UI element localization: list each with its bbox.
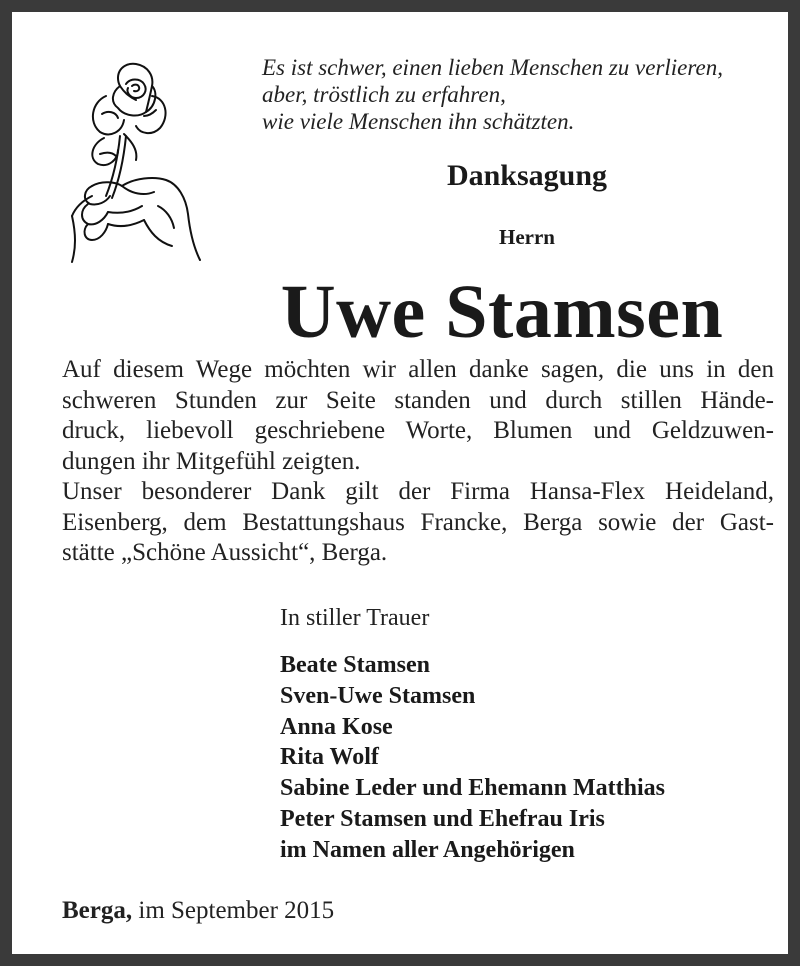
quote-line: wie viele Menschen ihn schätzten. bbox=[262, 109, 575, 134]
mourning-label: In stiller Trauer bbox=[280, 605, 430, 631]
page-title: Danksagung bbox=[446, 159, 608, 192]
mourner-name: im Namen aller Angehörigen bbox=[280, 836, 575, 863]
mourner-name: Anna Kose bbox=[280, 713, 393, 740]
salutation: Herrn bbox=[499, 225, 555, 249]
place: Berga, bbox=[62, 897, 133, 924]
paragraph-line: druck, liebevoll geschriebene Worte, Blumen und Geldzuwen- bbox=[62, 417, 774, 444]
paragraph-line: schweren Stunden zur Seite standen und durch stillen Hände- bbox=[62, 386, 774, 414]
memorial-quote bbox=[262, 54, 782, 135]
date: im September 2015 bbox=[138, 897, 335, 924]
paragraph-line: Unser besonderer Dank gilt der Firma Hansa-Flex Heideland, bbox=[62, 478, 774, 505]
quote-line: aber, tröstlich zu erfahren, bbox=[262, 82, 506, 107]
deceased-name: Uwe Stamsen bbox=[280, 270, 724, 354]
paragraph-line: Auf diesem Wege möchten wir allen danke sagen, die uns in den bbox=[62, 356, 774, 383]
mourner-name: Rita Wolf bbox=[280, 744, 379, 771]
mourner-name: Beate Stamsen bbox=[280, 652, 430, 678]
paragraph-line: Eisenberg, dem Bestattungshaus Francke, Berga sowie der Gast- bbox=[62, 508, 774, 536]
mourners-list bbox=[280, 650, 665, 866]
rose-in-hand-icon bbox=[62, 56, 207, 264]
mourner-name: Sven-Uwe Stamsen bbox=[280, 682, 476, 709]
place-date bbox=[62, 896, 334, 926]
mourner-name: Peter Stamsen und Ehefrau Iris bbox=[280, 805, 605, 832]
quote-line: Es ist schwer, einen lieben Menschen zu verlieren, bbox=[262, 55, 723, 80]
thanks-paragraph bbox=[62, 355, 774, 569]
paragraph-line: dungen ihr Mitgefühl zeigten. bbox=[62, 447, 361, 475]
mourner-name: Sabine Leder und Ehemann Matthias bbox=[280, 775, 665, 802]
paragraph-line: stätte „Schöne Aussicht“, Berga. bbox=[62, 539, 388, 566]
